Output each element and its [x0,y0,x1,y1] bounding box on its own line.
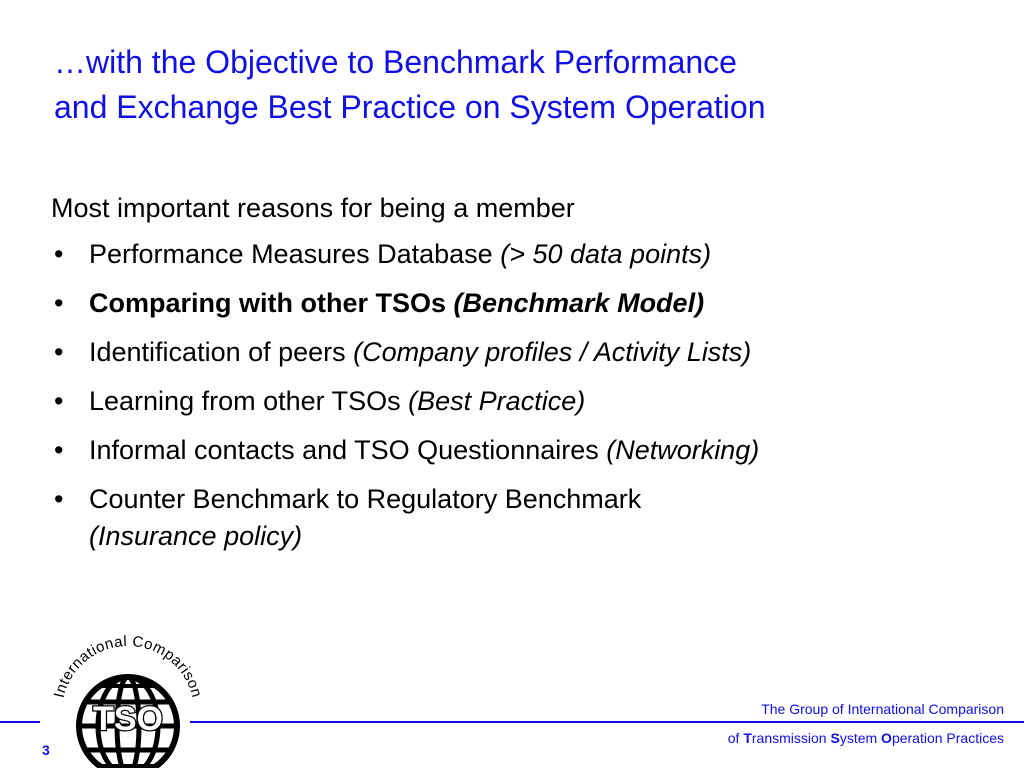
bullet-note: (Company profiles / Activity Lists) [353,337,752,367]
bullet-note: (Benchmark Model) [453,288,705,318]
bullet-item [51,236,1001,273]
logo-center-text: TSO [93,700,163,738]
bullet-marker: • [54,484,64,514]
bullet-item [51,383,1001,420]
footer-divider-left [0,721,40,723]
bullet-item [51,432,1001,469]
tso-globe-logo [38,630,218,768]
bullet-text: Comparing with other TSOs [89,288,454,318]
bullet-item [51,285,1001,322]
bullet-text: Informal contacts and TSO Questionnaires [89,435,607,465]
bullet-item [51,481,1001,555]
footer-divider-right [190,721,1024,723]
footer-word-transmission: ransmission [751,730,831,746]
footer-word-system: ystem [839,730,882,746]
bullet-text: Performance Measures Database [89,239,501,269]
footer-initial-s: S [830,730,840,746]
bullet-marker: • [54,239,64,269]
slide-content [51,188,1001,567]
bullet-list [51,236,1001,555]
footer-initial-o: O [881,730,892,746]
bullet-text: Identification of peers [89,337,354,367]
bullet-marker: • [54,337,64,367]
bullet-note: (Insurance policy) [89,521,303,551]
footer-initial-t: T [743,730,752,746]
footer-of: of [727,730,744,746]
bullet-item [51,334,1001,371]
bullet-note: (Networking) [606,435,760,465]
slide-title-line-1: …with the Objective to Benchmark Performance [54,44,737,80]
bullet-marker: • [54,288,64,318]
bullet-note: (Best Practice) [408,386,586,416]
slide-title-line-2: and Exchange Best Practice on System Operation [54,89,766,125]
logo-arc-textpath: International Comparison [50,632,206,700]
intro-text: Most important reasons for being a member [51,193,575,223]
page-number: 3 [42,742,50,758]
bullet-text: Learning from other TSOs [89,386,409,416]
bullet-text: Counter Benchmark to Regulatory Benchmark [89,484,642,514]
bullet-note: (> 50 data points) [500,239,712,269]
bullet-marker: • [54,435,64,465]
slide-title [54,40,1004,130]
bullet-marker: • [54,386,64,416]
footer-organization-line-1: The Group of International Comparison [761,701,1004,717]
footer-word-operation-practices: peration Practices [891,730,1004,746]
footer-organization-line-2 [728,730,1004,746]
